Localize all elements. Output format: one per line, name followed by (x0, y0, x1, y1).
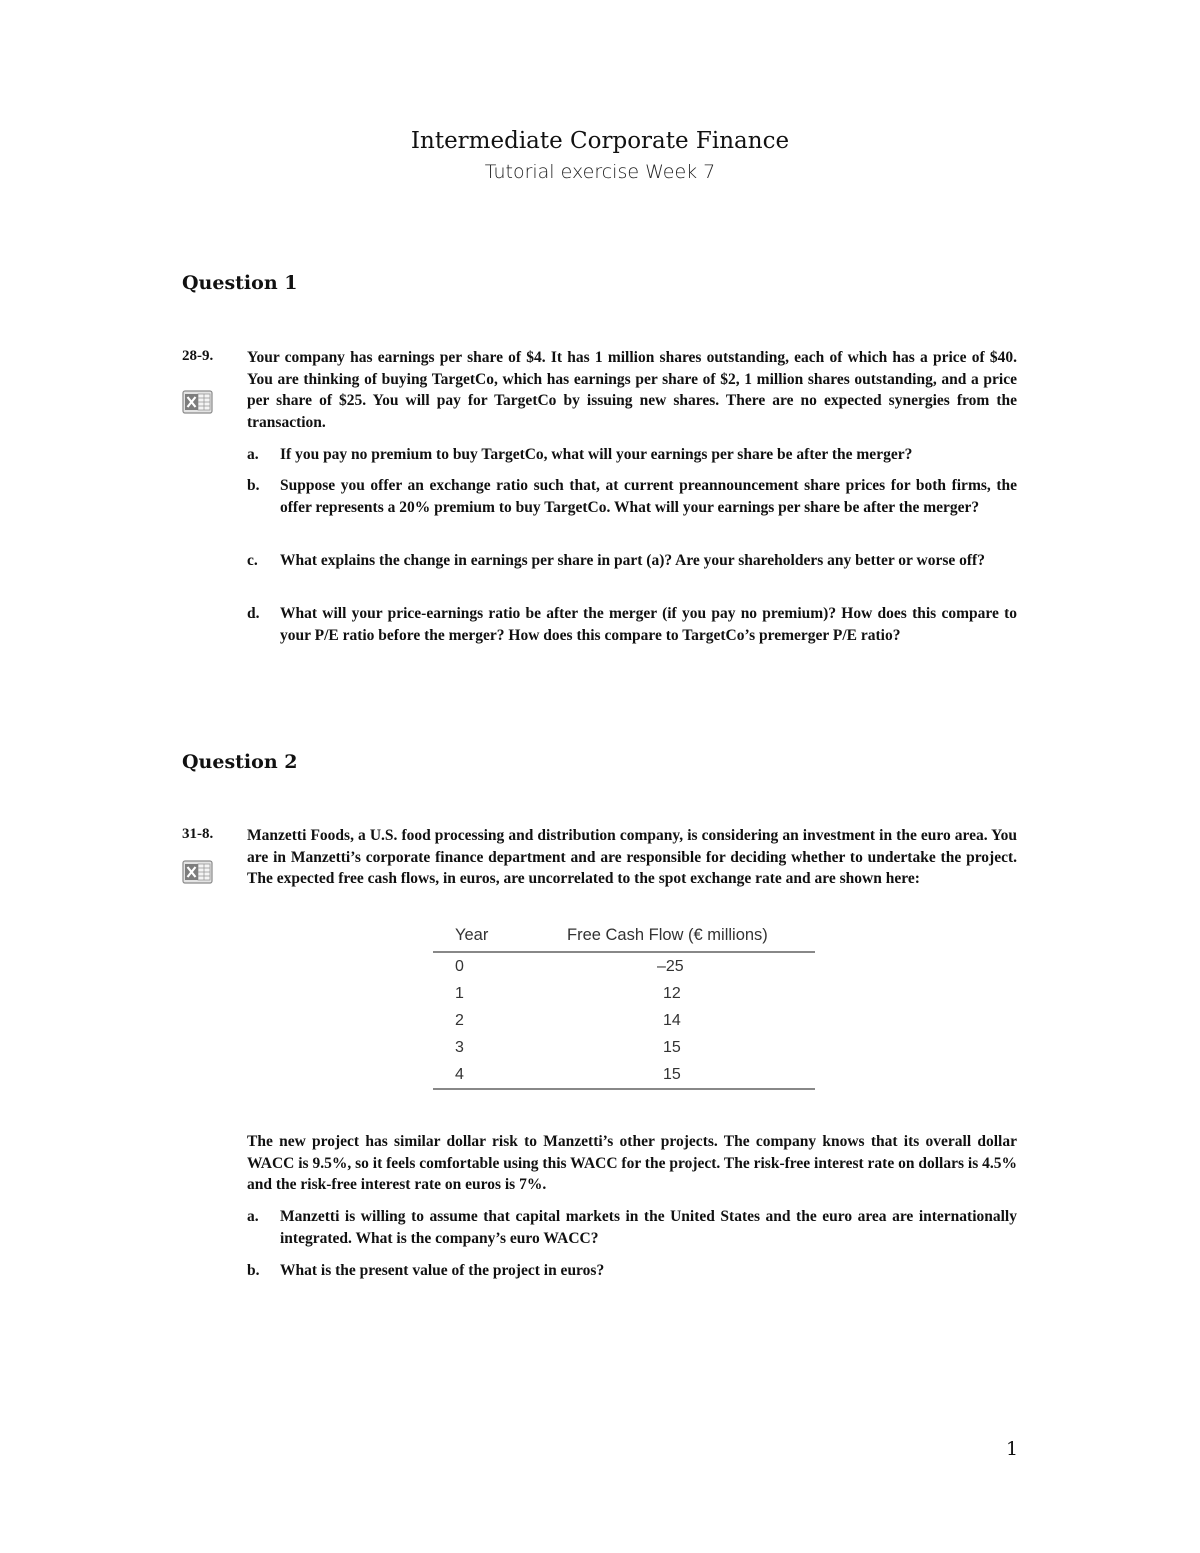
cash-flow-cell: –25 (657, 957, 684, 975)
cash-flow-cell: 14 (663, 1011, 681, 1029)
excel-icon (182, 389, 214, 415)
question-2-body: The new project has similar dollar risk to Manzetti’s other projects. The company knows that its overall dollar WACC is 9.5%, so it feels comfortable using this WACC for the project. The risk-free interest rate on dollars is 4.5% and the risk-free interest rate on euros is 7%. (247, 1133, 1017, 1193)
cash-flow-cell: 15 (567, 1061, 815, 1089)
part-label: d. (247, 605, 260, 622)
part-label: a. (247, 446, 259, 463)
year-cell: 3 (455, 1038, 464, 1056)
document-subtitle: Tutorial exercise Week 7 (484, 161, 716, 183)
cash-flow-cell: 15 (663, 1038, 681, 1056)
part-label: b. (247, 1262, 260, 1279)
year-cell: 4 (433, 1061, 567, 1089)
question-1-part-a (247, 444, 1017, 466)
problem-number: 28-9. (182, 348, 214, 364)
cash-flow-table (433, 920, 815, 1090)
question-2-heading: Question 2 (182, 751, 298, 773)
question-2-part-b (247, 1260, 1017, 1282)
part-text: What will your price-earnings ratio be after the merger (if you pay no premium)? How does this compare to your P/E ratio before the merger? How does this compare to TargetCo’s premerger P/E ratio? (280, 605, 1017, 644)
part-text: Suppose you offer an exchange ratio such that, at current preannouncement share prices for both firms, the offer represents a 20% premium to buy TargetCo. What will your earnings per share be after the merger? (280, 477, 1017, 516)
table-header-row (433, 920, 815, 952)
column-header-year: Year (433, 920, 567, 952)
part-text: Manzetti is willing to assume that capital markets in the United States and the euro area are internationally integrated. What is the company’s euro WACC? (280, 1208, 1017, 1247)
table-row (433, 952, 815, 980)
question-1-intro: Your company has earnings per share of $4. It has 1 million shares outstanding, each of which has a price of $40. You are thinking of buying TargetCo, which has earnings per share of $2, 1 million shares outstanding, and a price per share of $25. You will pay for TargetCo by issuing new shares. There are no expected synergies from the transaction. (247, 349, 1017, 431)
table-row (433, 1007, 815, 1034)
part-text: If you pay no premium to buy TargetCo, what will your earnings per share be after the merger? (280, 446, 913, 463)
cash-flow-cell: 12 (663, 984, 681, 1002)
table-row (433, 1061, 815, 1089)
part-text: What is the present value of the project in euros? (280, 1262, 605, 1279)
table-row (433, 1034, 815, 1061)
problem-number: 31-8. (182, 826, 214, 842)
year-cell: 2 (455, 1011, 464, 1029)
question-1-part-b (247, 475, 1017, 518)
page-number: 1 (1006, 1438, 1019, 1460)
year-cell: 1 (455, 984, 464, 1002)
year-cell: 0 (455, 957, 464, 975)
document-title: Intermediate Corporate Finance (410, 128, 790, 154)
part-label: b. (247, 477, 260, 494)
part-text: What explains the change in earnings per share in part (a)? Are your shareholders any better or worse off? (280, 552, 985, 569)
column-header-free-cash-flow: Free Cash Flow (€ millions) (567, 920, 815, 952)
question-1-part-c (247, 550, 1017, 572)
table-row (433, 980, 815, 1007)
question-2-intro: Manzetti Foods, a U.S. food processing and distribution company, is considering an investment in the euro area. You are in Manzetti’s corporate finance department and are responsible for deciding whether to undertake the project. The expected free cash flows, in euros, are uncorrelated to the spot exchange rate and are shown here: (247, 827, 1017, 887)
question-1-part-d (247, 603, 1017, 646)
question-1-heading: Question 1 (182, 272, 298, 294)
part-label: c. (247, 552, 258, 569)
part-label: a. (247, 1208, 259, 1225)
excel-icon (182, 859, 214, 885)
question-2-part-a (247, 1206, 1017, 1249)
